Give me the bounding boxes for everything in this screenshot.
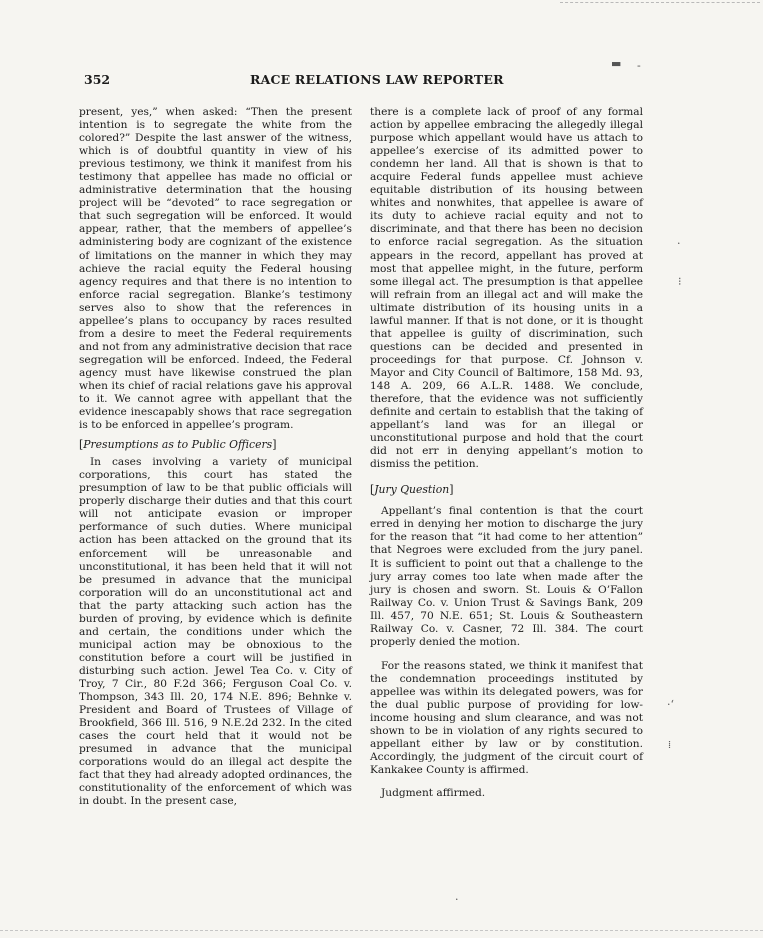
scan-mark-right-1: ·	[677, 237, 681, 250]
heading-jury-text: Jury Question	[374, 483, 450, 497]
right-paragraph-1: there is a complete lack of proof of any formal action by appellee embracing the allegedly illegal purpose which appellant would have us attach to appellee’s exercise of its admitted power to condemn her land. All that is shown is that to acquire Federal funds appellee must achieve equitable distribution of its housing between whites and nonwhites, that appellee is aware of its duty to achieve racial equity and not to discriminate, and that there has been no decision to enforce racial segregation. As the situation appears in the record, appellant has proved at most that appellee might, in the future, perform some illegal act. The presumption is that appellee will refrain from an illegal act and will make the ultimate distribution of its housing units in a lawful manner. If that is not done, or it is thought that appellee is guilty of discrimination, such questions can be decided and presented in proceedings for that purpose. Cf. Johnson v. Mayor and City Council of Baltimore, 158 Md. 93, 148 A. 209, 66 A.L.R. 1488. We conclude, therefore, that the evidence was not sufficiently definite and certain to establish that the taking of appellant’s land was for an illegal or unconstitutional purpose and hold that the court did not err in denying appellant’s motion to dismiss the petition.	[370, 106, 643, 471]
page-number: 352	[84, 72, 111, 87]
running-head: RACE RELATIONS LAW REPORTER	[250, 72, 504, 87]
scan-mark-right-4: ⁞	[668, 738, 672, 751]
heading-presumptions-text: Presumptions as to Public Officers	[83, 438, 273, 452]
section-heading-jury-question	[370, 483, 643, 496]
left-column	[79, 106, 352, 808]
judgment-line: Judgment affirmed.	[381, 787, 486, 800]
page-header	[84, 72, 654, 92]
top-edge-rule	[560, 2, 760, 3]
bottom-edge-rule	[0, 930, 763, 931]
scan-mark-top: ▬	[611, 57, 622, 70]
scan-mark-right-3: ·‘	[667, 698, 674, 711]
right-column	[370, 106, 643, 800]
scan-mark-right-2: ⁝	[678, 275, 682, 288]
heading-bracket-open: [	[370, 483, 375, 497]
scan-mark-bottom: ·	[455, 893, 459, 906]
heading-bracket-close: ]	[272, 438, 277, 452]
scan-mark-top-small: ‑	[637, 59, 641, 72]
right-paragraph-3: For the reasons stated, we think it manifest that the condemnation proceedings instituted by appellee was within its delegated powers, was for the dual public purpose of providing for low-income housing and slum clearance, and was not shown to be in violation of any rights secured to appellant either by law or by constitution. Accordingly, the judgment of the circuit court of Kankakee County is affirmed.	[370, 659, 643, 777]
right-paragraph-2: Appellant’s final contention is that the court erred in denying her motion to discharge the jury for the reason that “it had come to her attention” that Negroes were excluded from the jury panel. It is sufficient to point out that a challenge to the jury array comes too late when made after the jury is chosen and sworn. St. Louis & O’Fallon Railway Co. v. Union Trust & Savings Bank, 209 Ill. 457, 70 N.E. 651; St. Louis & Southeastern Railway Co. v. Casner, 72 Ill. 384. The court properly denied the motion.	[370, 505, 643, 648]
left-paragraph-1: present, yes,” when asked: “Then the present intention is to segregate the white from the colored?” Despite the last answer of the witness, which is of doubtful quantity in view of his previous testimony, we think it manifest from his testimony that appellee has made no official or administrative determination that the housing project will be “devoted” to race segregation or that such segregation will be enforced. It would appear, rather, that the members of appellee’s administering body are cognizant of the existence of limitations on the manner in which they may achieve the racial equity the Federal housing agency requires and that there is no intention to enforce racial segregation. Blanke’s testimony serves also to show that the references in appellee’s plans to occupancy by races resulted from a desire to meet the Federal requirements and not from any administrative decision that race segregation will be enforced. Indeed, the Federal agency must have likewise construed the plan when its chief of racial relations gave his approval to it. We cannot agree with appellant that the evidence inescapably shows that race segregation is to be enforced in appellee’s program.	[79, 106, 352, 432]
section-heading-presumptions	[79, 438, 352, 451]
left-paragraph-2: In cases involving a variety of municipal corporations, this court has stated the presumption of law to be that public officials will properly discharge their duties and that this court will not anticipate evasion or improper performance of such duties. Where municipal action has been attacked on the ground that its enforcement will be unreasonable and unconstitutional, it has been held that it will not be presumed in advance that the municipal corporation will do an unconstitutional act and that the party attacking such action has the burden of proving, by evidence which is definite and certain, the conditions under which the municipal action may be obnoxious to the constitution before a court will be justified in disturbing such action. Jewel Tea Co. v. City of Troy, 7 Cir., 80 F.2d 366; Ferguson Coal Co. v. Thompson, 343 Ill. 20, 174 N.E. 896; Behnke v. President and Board of Trustees of Village of Brookfield, 366 Ill. 516, 9 N.E.2d 232. In the cited cases the court held that it would not be presumed in advance that the municipal corporations would do an illegal act despite the fact that they had already adopted ordinances, the constitutionality of the enforcement of which was in doubt. In the present case,	[79, 456, 352, 808]
heading-bracket-open: [	[79, 438, 84, 452]
heading-bracket-close: ]	[449, 483, 454, 497]
